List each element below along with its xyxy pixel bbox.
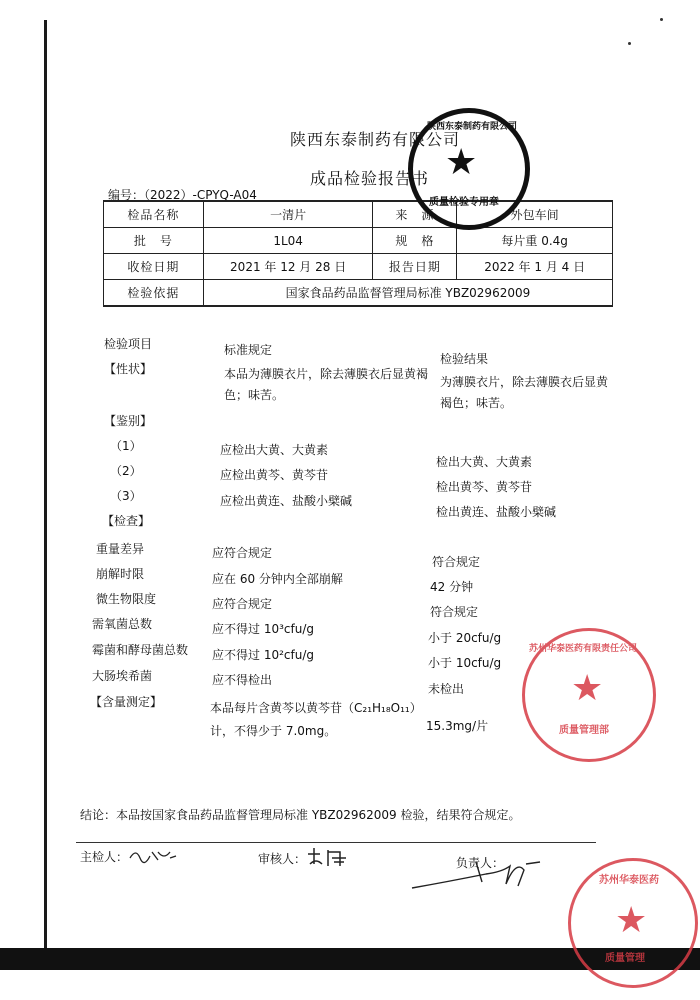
inspection-result: 小于 20cfu/g — [428, 631, 502, 645]
inspection-item: 需氧菌总数 — [92, 617, 153, 631]
report-date-value: 2022 年 1 月 4 日 — [457, 254, 613, 280]
responsible-label: 负责人： — [456, 856, 505, 870]
inspection-item: 大肠埃希菌 — [92, 669, 153, 683]
ident-result: 检出大黄、大黄素 — [436, 455, 533, 469]
scan-border-left — [44, 20, 47, 950]
seal-text: 质量管理 — [605, 953, 645, 964]
ident-item: （2） — [110, 464, 142, 478]
inspection-item: 重量差异 — [96, 542, 145, 556]
spec-value: 每片重 0.4g — [457, 228, 613, 254]
product-name-label: 检品名称 — [104, 201, 204, 228]
reviewer-label: 审核人： — [258, 852, 307, 866]
inspection-result: 小于 10cfu/g — [428, 656, 502, 670]
inspection-standard: 应符合规定 — [212, 546, 273, 560]
column-standard: 标准规定 — [224, 343, 273, 357]
report-title: 成品检验报告书 — [310, 169, 430, 188]
seal-star-icon: ★ — [615, 900, 648, 941]
inspection-result: 符合规定 — [432, 555, 481, 569]
ident-standard: 应检出黄连、盐酸小檗碱 — [220, 494, 353, 508]
quality-department-seal-bottom — [568, 858, 698, 988]
seal-text: 质量管理部 — [559, 725, 609, 736]
seal-text: 质量检验专用章 — [429, 197, 499, 208]
appearance-standard: 本品为薄膜衣片，除去薄膜衣后显黄褐色；味苦。 — [224, 367, 429, 402]
quality-inspection-seal — [408, 108, 530, 230]
assay-result: 15.3mg/片 — [426, 719, 489, 733]
appearance-result: 为薄膜衣片，除去薄膜衣后显黄褐色；味苦。 — [440, 375, 609, 410]
inspector-label: 主检人： — [80, 850, 129, 864]
inspection-standard: 应不得过 10³cfu/g — [212, 622, 314, 636]
section-appearance: 【性状】 — [104, 362, 153, 376]
seal-star-icon: ★ — [445, 142, 478, 183]
reviewer-signature — [306, 846, 352, 868]
basis-value: 国家食品药品监督管理局标准 YBZ02962009 — [203, 280, 612, 307]
inspection-standard: 应符合规定 — [212, 597, 273, 611]
scan-speck — [660, 18, 663, 21]
divider — [76, 842, 596, 843]
document-number: 编号：（2022）-CPYQ-A04 — [108, 188, 257, 202]
receipt-date-label: 收检日期 — [104, 254, 204, 280]
seal-star-icon: ★ — [571, 668, 604, 709]
info-table — [103, 200, 613, 307]
source-value: 外包车间 — [457, 201, 613, 228]
inspection-result: 未检出 — [428, 682, 465, 696]
seal-text: 苏州华泰医药有限责任公司 — [529, 644, 638, 654]
table-row — [104, 254, 613, 280]
product-name-value: 一清片 — [203, 201, 373, 228]
scan-speck — [628, 42, 631, 45]
inspection-item: 微生物限度 — [96, 592, 157, 606]
inspection-item: 崩解时限 — [96, 567, 145, 581]
assay-standard-cont: 计，不得少于 7.0mg。 — [210, 724, 337, 738]
table-row — [104, 201, 613, 228]
seal-text: 陕西东泰制药有限公司 — [427, 122, 518, 132]
inspection-item: 霉菌和酵母菌总数 — [92, 643, 189, 657]
inspection-result: 符合规定 — [430, 605, 479, 619]
column-result: 检验结果 — [440, 352, 489, 366]
seal-text: 苏州华泰医药 — [599, 875, 659, 886]
inspection-standard: 应不得过 10²cfu/g — [212, 648, 314, 662]
batch-label: 批 号 — [104, 228, 204, 254]
ident-standard: 应检出大黄、大黄素 — [220, 443, 329, 457]
table-row — [104, 280, 613, 307]
inspector-signature — [128, 846, 178, 864]
spec-label: 规 格 — [373, 228, 457, 254]
ident-item: （3） — [110, 489, 142, 503]
section-inspection: 【检查】 — [102, 514, 151, 528]
report-date-label: 报告日期 — [373, 254, 457, 280]
responsible-signature — [406, 852, 546, 894]
table-row — [104, 228, 613, 254]
basis-label: 检验依据 — [104, 280, 204, 307]
inspection-result: 42 分钟 — [430, 580, 474, 594]
company-name: 陕西东泰制药有限公司 — [290, 130, 461, 149]
inspection-standard: 应不得检出 — [212, 673, 273, 687]
ident-standard: 应检出黄芩、黄芩苷 — [220, 468, 329, 482]
column-item: 检验项目 — [104, 337, 153, 351]
ident-result: 检出黄连、盐酸小檗碱 — [436, 505, 557, 519]
source-label: 来 源 — [373, 201, 457, 228]
ident-result: 检出黄芩、黄芩苷 — [436, 480, 533, 494]
conclusion: 结论：本品按国家食品药品监督管理局标准 YBZ02962009 检验，结果符合规定。 — [80, 808, 521, 822]
inspection-standard: 应在 60 分钟内全部崩解 — [212, 572, 343, 586]
receipt-date-value: 2021 年 12 月 28 日 — [203, 254, 373, 280]
section-assay: 【含量测定】 — [90, 695, 163, 709]
assay-standard: 本品每片含黄芩以黄芩苷（C₂₁H₁₈O₁₁） — [210, 701, 422, 715]
ident-item: （1） — [110, 439, 142, 453]
batch-value: 1L04 — [203, 228, 373, 254]
quality-department-seal — [522, 628, 656, 762]
section-identification: 【鉴别】 — [104, 414, 153, 428]
